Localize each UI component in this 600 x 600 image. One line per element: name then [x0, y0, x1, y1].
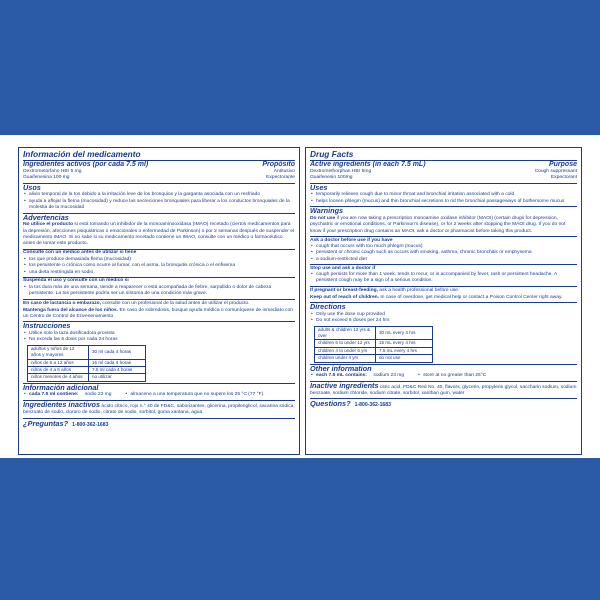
ingredient-purpose: Expectorante — [266, 175, 295, 181]
warnings-heading: Advertencias — [23, 213, 295, 223]
ingredient-purpose: Cough suppressant — [534, 169, 577, 174]
stop-use-list — [310, 272, 577, 285]
spanish-drug-facts-panel — [18, 147, 300, 455]
other-sodium: sodium 23 mg — [372, 373, 405, 379]
list-item: • cough that occurs with too much phlegm (mucus) — [310, 244, 577, 250]
warning-paragraph — [23, 222, 295, 248]
children-warning — [310, 295, 577, 301]
dose-age: niños menores de 4 años — [28, 374, 89, 381]
list-item: • No exceda las 6 dosis por cada 24 horas — [23, 337, 295, 343]
uses-heading: Uses — [310, 183, 577, 193]
list-item: • temporarily relieves cough due to minor throat and bronchial irritation associated with a cold — [310, 192, 577, 198]
list-item: • una dieta restringida en sodio — [23, 270, 295, 276]
other-info-list — [310, 373, 577, 379]
stop-use-heading: Stop use and ask a doctor if — [310, 264, 577, 272]
list-item: • alivio temporal de la tos debido a la irritación leve de los bronquios y la garganta asociada con un resfriado — [23, 192, 295, 198]
bottom-blue-band — [0, 458, 600, 600]
dose-age: adults & children 12 yrs & over — [315, 326, 376, 340]
other-info-list — [23, 392, 295, 398]
dose-amount: 30 ml cada 4 horas — [89, 345, 146, 359]
ingredient-purpose: Antitusivo — [273, 169, 295, 174]
table-row — [28, 374, 146, 381]
dose-amount: 7.5 ml cada 4 horas — [89, 367, 146, 374]
english-drug-facts-panel — [305, 147, 582, 455]
dose-age: children under 4 yrs — [315, 355, 376, 362]
ask-doctor-list — [310, 244, 577, 263]
other-info-heading: Información adicional — [23, 383, 295, 393]
dose-amount: 15 mL every 4 hrs — [376, 340, 433, 347]
dose-amount: 30 mL every 4 hrs — [376, 326, 433, 340]
ingredient-name: Dextromethorphan HBr 5mg — [310, 169, 372, 174]
list-item — [310, 373, 409, 379]
phone-number: 1-800-362-1683 — [72, 421, 109, 428]
uses-list — [310, 192, 577, 205]
children-text: In case of overdose, get medical help or contact a Poison Control Center right away. — [379, 294, 563, 300]
purpose-header-label: Purpose — [548, 161, 577, 168]
panel-title: Información del medicamento — [23, 149, 141, 159]
table-row — [28, 367, 146, 374]
children-bold: Mantenga fuera del alcance de los niños. — [23, 307, 119, 313]
children-bold: Keep out of reach of children. — [310, 294, 380, 300]
table-row — [28, 359, 146, 366]
pregnancy-bold: If pregnant or breast-feeding, — [310, 288, 378, 294]
list-item: • tos persistente o crónica como ocurre al fumar, con el asma, la bronquitis crónica o el enfisema — [23, 263, 295, 269]
phone-number: 1-800-362-1683 — [354, 402, 391, 409]
pregnancy-text: consulte con un profesional de la salud antes de utilizar el producto. — [101, 301, 250, 307]
dose-amount: no utilizar — [89, 374, 146, 381]
table-row — [28, 345, 146, 359]
ingredient-name: Guaifenesin 100mg — [310, 175, 353, 181]
ask-doctor-heading: Ask a doctor before use if you have — [310, 236, 577, 244]
inactive-heading: Ingredientes inactivos — [23, 399, 101, 409]
active-ingredients-header — [23, 160, 295, 169]
list-item: • helps loosen phlegm (mucus) and thin bronchial secretions to rid the bronchial passageways of bothersome mucus — [310, 199, 577, 205]
dose-amount: 15 ml cada 4 horas — [89, 359, 146, 366]
list-item — [23, 392, 116, 398]
inactive-ingredients — [23, 400, 295, 417]
inactive-text: citric acid, FD&C Red No. 40, flavors, glycerin, propylene glycol, saccharin sodium, sodium benzoate, sodium chloride, sodium citrate, sorbitol, xanthan gum, water — [310, 384, 577, 397]
list-item: • Only use the dose cup provided — [310, 312, 577, 318]
list-item: • la tos dura más de una semana, tiende a reaparecer o está acompañada de fiebre, sarpullido o dolor de cabeza persistente. La tos persistente podría ser un síntoma de una condición más grave. — [23, 285, 295, 298]
other-info-heading: Other information — [310, 364, 577, 374]
purpose-header-label: Propósito — [262, 161, 295, 168]
inactive-ingredients — [310, 381, 577, 398]
dose-age: adultos y niños de 12 años y mayores — [28, 345, 89, 359]
ingredient-name: Guaifenesina 100 mg — [23, 175, 70, 181]
list-item: • Utilice solo la taza dosificadora provista — [23, 331, 295, 337]
pregnancy-bold: En caso de lactancia o embarazo, — [23, 301, 102, 307]
active-ingredients-header — [310, 160, 577, 169]
children-warning — [23, 308, 295, 321]
questions-heading: ¿Preguntas? — [23, 418, 69, 428]
children-text: En caso de sobredosis, busque ayuda médica o comuníquese de inmediato con un Centro de Control de Envenenamiento. — [23, 307, 293, 319]
other-bold: cada 7.5 ml contiene: — [29, 392, 79, 398]
questions-heading: Questions? — [310, 399, 351, 409]
ingredient-purpose: Expectorant — [550, 175, 577, 181]
uses-heading: Usos — [23, 183, 295, 193]
warning-bold: Do not use — [310, 215, 336, 221]
active-ingredient-row — [23, 175, 295, 181]
dose-age: children 6 to under 12 yrs — [315, 340, 376, 347]
warning-paragraph — [310, 216, 577, 235]
inactive-heading: Inactive ingredients — [310, 380, 379, 390]
inactive-text: ácido cítrico, rojo n.° 40 de FD&C, saborizantes, glicerina, propilenglicol, sacarina sódica, benzoato de sodio, cloruro de sodio, citrato de sodio, sorbitol, goma xantana, agua — [23, 403, 295, 416]
dosing-table — [314, 326, 433, 363]
questions-row — [23, 418, 295, 430]
uses-list — [23, 192, 295, 211]
list-item: • persistent or chronic cough such as occurs with smoking, asthma, chronic bronchitis or emphysema — [310, 250, 577, 256]
list-item: • ayuda a aflojar la flema (mucosidad) y reduce las secreciones bronquiales para liberar a los conductos bronquiales de la molestia de la mucosidad — [23, 199, 295, 212]
directions-heading: Instrucciones — [23, 321, 295, 331]
dose-age: niños de 6 a 12 años — [28, 359, 89, 366]
other-bold: each 7.5 mL contains: — [316, 373, 368, 379]
dosing-table — [27, 345, 146, 382]
dose-amount: do not use — [376, 355, 433, 362]
warnings-heading: Warnings — [310, 206, 577, 216]
warning-text: si está tomando un inhibidor de la monoaminooxidasa (IMAO) recetado (ciertos medicamentos para la depresión, afecciones psiquiátricas o emocionales o enfermedad de Parkinson) o por 2 semanas después de suspender el medicamento IMAO. Si no sabe si su medicamento recetado contiene un IMAO, consulte con un médico o farmacéutico antes de tomar este producto. — [23, 222, 295, 247]
table-row — [315, 355, 433, 362]
active-header-label: Ingredientes activos (por cada 7.5 ml) — [23, 161, 149, 168]
warning-bold: No utilice el producto — [23, 222, 73, 228]
dose-age: niños de 4 a 6 años — [28, 367, 89, 374]
ask-doctor-list — [23, 257, 295, 276]
list-item: • almacene a una temperatura que no supere los 25 °C (77 °F). — [124, 392, 264, 398]
pregnancy-text: ask a health professional before use. — [377, 288, 460, 294]
table-row — [315, 340, 433, 347]
other-sodium: sodio 23 mg — [83, 392, 112, 398]
directions-list — [310, 312, 577, 325]
ask-doctor-heading: Consulte con un médico antes de utilizar si tiene — [23, 249, 295, 257]
list-item: • Do not exceed 6 doses per 24 hrs — [310, 318, 577, 324]
list-item: • tos que produce demasiada flema (mucosidad) — [23, 257, 295, 263]
list-item: • a sodium-restricted diet — [310, 257, 577, 263]
top-blue-band — [0, 0, 600, 135]
list-item: • store at no greater than 25°C — [417, 373, 486, 379]
stop-use-list — [23, 285, 295, 298]
active-header-label: Active ingredients (in each 7.5 mL) — [310, 161, 426, 168]
ingredient-name: Dextrometorfano HBr 5 mg — [23, 169, 82, 174]
dose-amount: 7.5 mL every 4 hrs — [376, 347, 433, 354]
questions-row — [310, 398, 577, 410]
table-row — [315, 347, 433, 354]
panel-title: Drug Facts — [310, 149, 354, 159]
dose-age: children 4 to under 6 yrs — [315, 347, 376, 354]
directions-list — [23, 331, 295, 344]
warning-text: if you are now taking a prescription monoamine oxidase inhibitor (MAOI) (certain drugs for depression, psychiatric or emotional conditions, or Parkinson's disease), or for 2 weeks after stopping the MAOI drug. If you do not know if your prescription drug contains an MAOI, ask a doctor or pharmacist before taking this product. — [310, 215, 566, 234]
active-ingredient-row — [310, 175, 577, 181]
list-item: • cough persists for more than 1 week, tends to recur, or is accompanied by fever, rash or persistent headache. A persistent cough may be a sign of a serious condition. — [310, 272, 577, 285]
stop-use-heading: Suspenda el uso y consulte con un médico si — [23, 277, 295, 285]
table-row — [315, 326, 433, 340]
directions-heading: Directions — [310, 302, 577, 312]
